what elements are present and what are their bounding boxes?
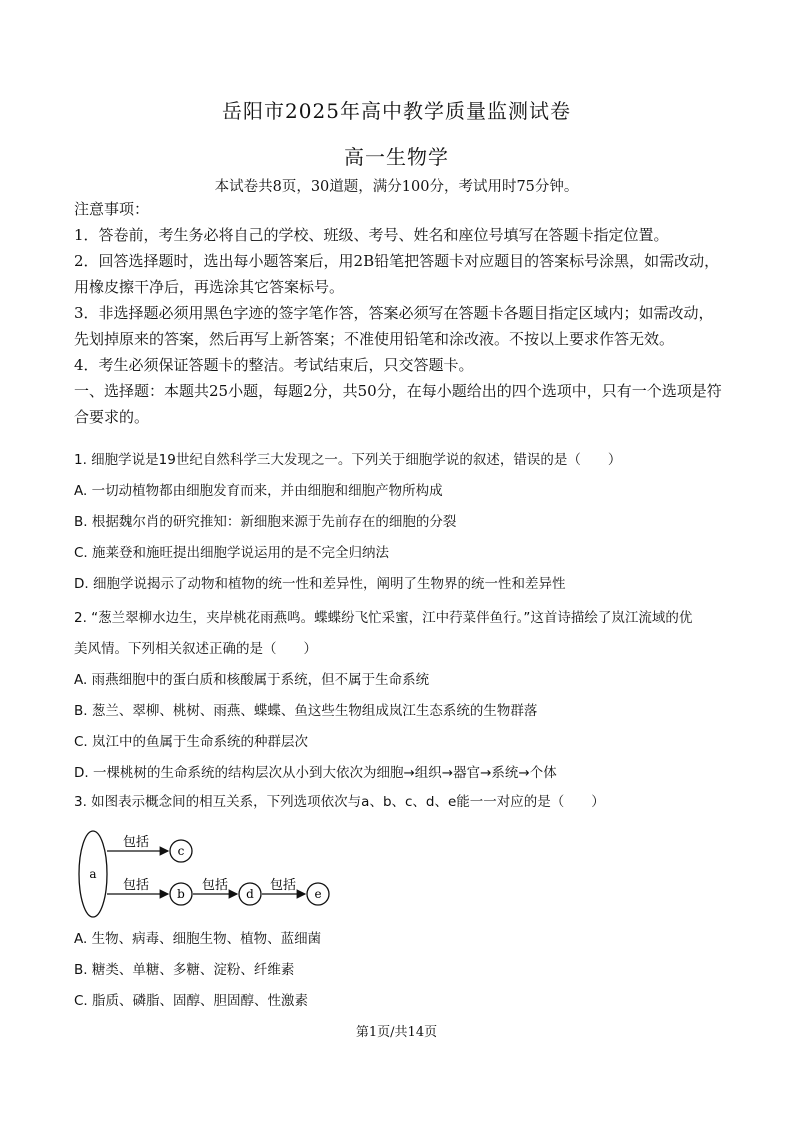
option-a: A. 生物、病毒、细胞生物、植物、蓝细菌 xyxy=(74,931,322,947)
node-label: c xyxy=(177,844,185,858)
exam-title: 岳阳市2025年高中教学质量监测试卷 xyxy=(222,99,571,123)
node-label: a xyxy=(89,867,97,881)
edge-label: 包括 xyxy=(269,878,297,893)
question-stem-cont: 美风情。下列相关叙述正确的是（ ） xyxy=(74,641,317,657)
edge-label: 包括 xyxy=(122,878,150,893)
notice-item: 1．答卷前，考生务必将自己的学校、班级、考号、姓名和座位号填写在答题卡指定位置。 xyxy=(74,226,669,244)
option-b: B. 糖类、单糖、多糖、淀粉、纤维素 xyxy=(74,962,295,978)
node-label: b xyxy=(177,887,185,901)
question-3 xyxy=(74,787,734,818)
node-label: d xyxy=(246,887,254,901)
edge-label: 包括 xyxy=(122,835,150,850)
notice-item: 3．非选择题必须用黑色字迹的签字笔作答，答案必须写在答题卡各题目指定区域内；如需改动，先划掉原来的答案，然后再写上新答案；不准使用铅笔和涂改液。不按以上要求作答无效。 xyxy=(74,304,714,348)
notice-item: 2．回答选择题时，选出每小题答案后，用2B铅笔把答题卡对应题目的答案标号涂黑，如需改动，用橡皮擦干净后，再选涂其它答案标号。 xyxy=(74,252,720,296)
option-a: A. 雨燕细胞中的蛋白质和核酸属于系统，但不属于生命系统 xyxy=(74,672,430,688)
option-d: D. 细胞学说揭示了动物和植物的统一性和差异性，阐明了生物界的统一性和差异性 xyxy=(74,576,566,592)
notice-heading: 注意事项： xyxy=(74,200,150,218)
option-d: D. 一棵桃树的生命系统的结构层次从小到大依次为细胞→组织→器官→系统→个体 xyxy=(74,765,557,781)
question-stem: 3. 如图表示概念间的相互关系，下列选项依次与a、b、c、d、e能一一对应的是（ ） xyxy=(74,794,605,810)
option-c: C. 施莱登和施旺提出细胞学说运用的是不完全归纳法 xyxy=(74,545,390,561)
question-3-options xyxy=(74,924,734,1017)
exam-subject: 高一生物学 xyxy=(344,145,449,169)
notice-item: 4．考生必须保证答题卡的整洁。考试结束后，只交答题卡。 xyxy=(74,356,474,374)
question-2 xyxy=(74,603,734,789)
concept-diagram xyxy=(76,829,346,919)
question-1 xyxy=(74,445,734,600)
question-stem: 2. “葱兰翠柳水边生，夹岸桃花雨燕鸣。蝶蝶纷飞忙采蜜，江中荇菜伴鱼行。”这首诗描绘了岚江流域的优 xyxy=(74,610,693,626)
option-c: C. 岚江中的鱼属于生命系统的种群层次 xyxy=(74,734,309,750)
page-number: 第1页/共14页 xyxy=(355,1025,438,1040)
question-stem: 1. 细胞学说是19世纪自然科学三大发现之一。下列关于细胞学说的叙述，错误的是（ ） xyxy=(74,452,622,468)
notice-block xyxy=(74,196,724,430)
option-b: B. 根据魏尔肖的研究推知：新细胞来源于先前存在的细胞的分裂 xyxy=(74,514,457,530)
option-c: C. 脂质、磷脂、固醇、胆固醇、性激素 xyxy=(74,993,309,1009)
edge-label: 包括 xyxy=(201,878,229,893)
exam-intro: 本试卷共8页，30道题，满分100分，考试用时75分钟。 xyxy=(214,179,579,195)
section-heading: 一、选择题：本题共25小题，每题2分，共50分，在每小题给出的四个选项中，只有一个选项是符合要求的。 xyxy=(74,382,722,426)
option-b: B. 葱兰、翠柳、桃树、雨燕、蝶蝶、鱼这些生物组成岚江生态系统的生物群落 xyxy=(74,703,538,719)
option-a: A. 一切动植物都由细胞发育而来，并由细胞和细胞产物所构成 xyxy=(74,483,443,499)
node-label: e xyxy=(314,887,322,901)
